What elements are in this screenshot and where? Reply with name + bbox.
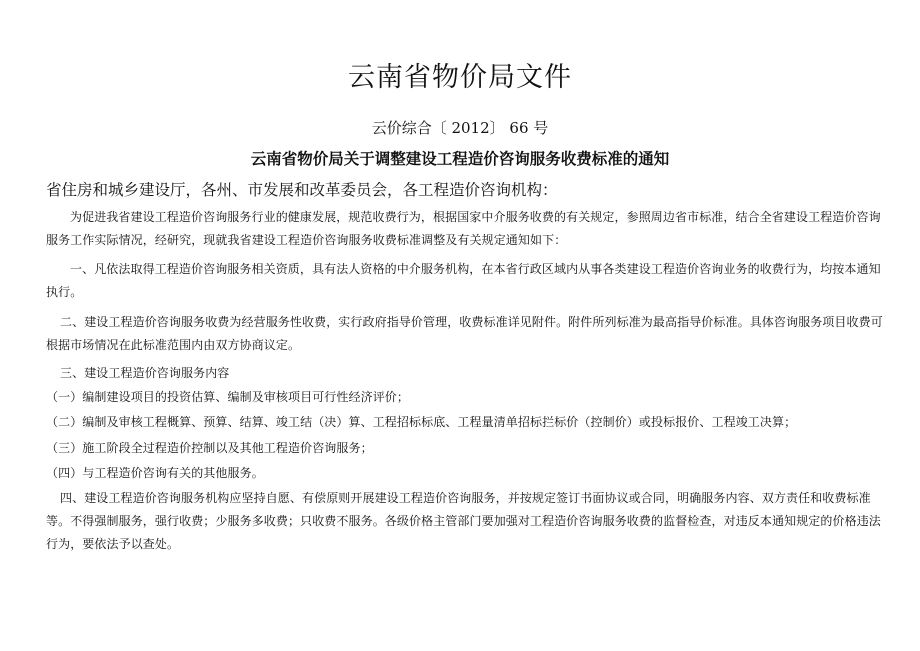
paragraph-intro: 为促进我省建设工程造价咨询服务行业的健康发展，规范收费行为，根据国家中介服务收费的有关规定，参照周边省市标准，结合全省建设工程造价咨询服务工作实际情况，经研究，现就我省建设工程造价咨询服务收费标准调整及有关规定通知如下： <box>46 210 881 247</box>
document-number: 云价综合〔 2012〕 66 号 <box>371 119 549 137</box>
document-title: 云南省物价局文件 <box>348 62 572 93</box>
paragraph-subitem-3: （三）施工阶段全过程造价控制以及其他工程造价咨询服务； <box>46 441 373 455</box>
paragraph-subitem-1: （一）编制建设项目的投资估算、编制及审核项目可行性经济评价； <box>46 390 410 404</box>
paragraph-item-2: 二、建设工程造价咨询服务收费为经营服务性收费，实行政府指导价管理，收费标准详见附件。附件所列标准为最高指导价标准。具体咨询服务项目收费可根据市场情况在此标准范围内由双方协商议定。 <box>46 315 883 352</box>
paragraph-item-1: 一、凡依法取得工程造价咨询服务相关资质，具有法人资格的中介服务机构，在本省行政区域内从事各类建设工程造价咨询业务的收费行为，均按本通知执行。 <box>46 262 881 299</box>
notice-title: 云南省物价局关于调整建设工程造价咨询服务收费标准的通知 <box>250 149 670 168</box>
paragraph-subitem-4: （四）与工程造价咨询有关的其他服务。 <box>46 466 264 480</box>
addressee-line: 省住房和城乡建设厅，各州、市发展和改革委员会，各工程造价咨询机构： <box>46 181 558 199</box>
paragraph-subitem-2: （二）编制及审核工程概算、预算、结算、竣工结（决）算、工程招标标底、工程量清单招标拦标价（控制价）或投标报价、工程竣工决算； <box>46 415 797 429</box>
paragraph-item-4: 四、建设工程造价咨询服务机构应坚持自愿、有偿原则开展建设工程造价咨询服务，并按规定签订书面协议或合同，明确服务内容、双方责任和收费标准等。不得强制服务，强行收费；少服务多收费；只收费不服务。各级价格主管部门要加强对工程造价咨询服务收费的监督检查，对违反本通知规定的价格违法行为，要依法予以查处。 <box>46 491 881 551</box>
paragraph-item-3-heading: 三、建设工程造价咨询服务内容 <box>60 366 230 380</box>
